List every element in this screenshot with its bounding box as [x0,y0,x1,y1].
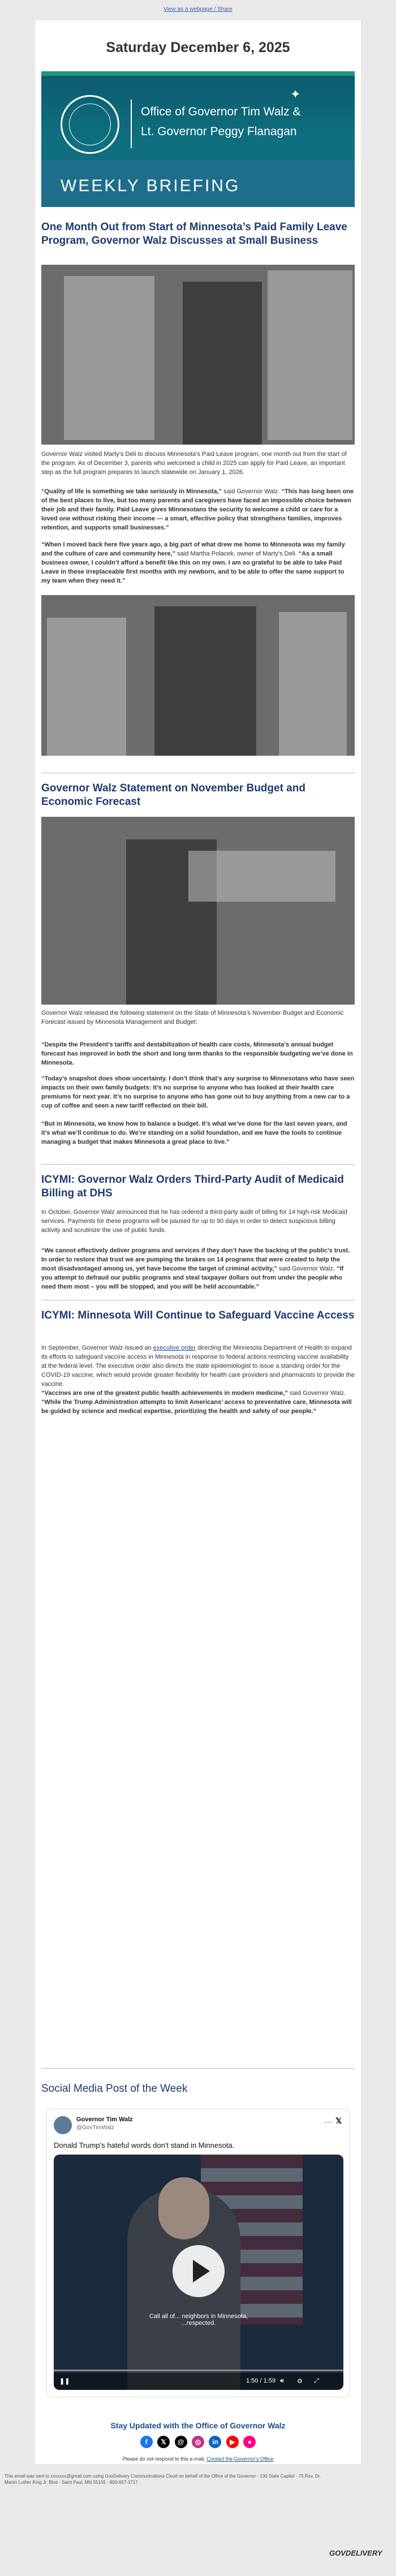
volume-icon[interactable]: 🔊︎ [280,2377,284,2384]
play-icon [193,2260,210,2282]
post-author-handle[interactable]: @GovTimWalz [76,2125,114,2131]
article4-quote-rest: “While the Trump Administration attempts to limit Americans’ access to preventative care, Minnesota will be guided by science and medical expertise, prioritizing the health and safety of our people.” [41,1398,352,1415]
fullscreen-icon[interactable]: ⤢ [314,2377,319,2384]
youtube-icon[interactable]: ▶ [226,2436,239,2448]
article1-quote1-said: said Governor Walz. [222,488,282,495]
article1-quote2 [41,541,355,586]
header-banner [41,71,355,207]
state-seal-icon [61,95,119,154]
view-as-webpage-link[interactable]: View as a webpage / Share [163,6,233,12]
contact-governor-link[interactable]: Contact the Governor's Office [206,2456,274,2462]
weekly-briefing-label: WEEKLY BRIEFING [61,176,240,195]
newsletter-card [35,20,361,2464]
article3-quote-rest: “If you attempt to defraud our public programs and steal taxpayer dollars out from under the people who need them most – you will be stopped, and you will be held accountable.” [41,1265,344,1290]
pause-icon[interactable]: ❚❚ [59,2378,70,2385]
article1-quote1-rest: “This has long been one of the best places to live, but too many parents and caregivers have faced an impossible choice between their job and their family. Paid Leave gives Minnesotans the security to welcome a child or care for a loved one without risking their income — a smart, effective policy that strengthens families, improves retention, and supports small businesses.” [41,488,354,531]
section-divider [41,2068,355,2069]
banner-title-line1: Office of Governor Tim Walz & [141,105,301,118]
article4-quote-said: said Governor Walz. [287,1390,346,1397]
play-button[interactable] [173,2245,225,2297]
section-divider [41,1164,355,1165]
article4-quote [41,1389,355,1416]
article4-intro-before: In September, Governor Walz issued an [41,1345,153,1351]
banner-title-line2: Lt. Governor Peggy Flanagan [141,125,297,138]
article2-quote1-text: “Despite the President’s tariffs and destabilization of health care costs, Minnesota’s annual budget forecast has improved in both the short and long term thanks to the responsible budgeting we’ve done in Minnesota. [41,1041,353,1066]
contact-line [35,2456,361,2462]
article1-quote2-said: said Martha Polacek, owner of Marty’s Deli. [175,550,299,557]
article4-intro-after: directing the Minnesota Department of Health to expand its efforts to safeguard vaccine access in Minnesota in response to federal actions restricting vaccine availability at the federal level. The executive order also directs the state epidemiologist to issue a standing order for the COVID-19 vaccine, which would provide greater flexibility for health care providers and pharmacists to provide the vaccine. [41,1345,355,1388]
banner-stripe [41,71,355,76]
x-icon[interactable]: 𝕏 [157,2436,170,2448]
threads-icon[interactable]: @ [175,2436,187,2448]
contact-prefix: Please do not respond to this e-mail. [122,2456,207,2462]
issue-date: Saturday December 6, 2025 [106,40,290,55]
article1-quote2-bold: “When I moved back here five years ago, a big part of what drew me home to Minnesota was my family and the culture of care and community here,” [41,541,345,557]
post-author-name[interactable]: Governor Tim Walz [76,2116,133,2123]
embedded-post[interactable] [46,2109,350,2397]
social-media-title: Social Media Post of the Week [41,2083,188,2095]
flickr-icon[interactable]: ● [243,2436,256,2448]
article1-quote1-bold: “Quality of life is something we take seriously in Minnesota,” [41,488,222,495]
x-logo-icon[interactable]: 𝕏 [335,2116,342,2125]
article3-quote-said: said Governor Walz. [277,1265,337,1272]
video-caption-line2: ...respected. [181,2320,216,2327]
banner-divider [131,100,132,148]
weekly-briefing-band [41,161,355,207]
photo-budget [41,817,355,1005]
video-caption-line1: Call all of... neighbors in Minnesota, [149,2313,248,2320]
executive-order-link[interactable]: executive order [153,1345,196,1351]
article2-intro: Governor Walz released the following statement on the State of Minnesota’s November Budget and Economic Forecast issued by Minnesota Management and Budget: [41,1010,344,1026]
social-icons [35,2436,361,2453]
settings-icon[interactable]: ⚙︎ [297,2378,303,2385]
article1-quote1 [41,488,355,533]
article2-quote2 [41,1075,355,1111]
legal-notice: This email was sent to xxxxxxx@gmail.com using GovDelivery Communications Cloud on behalf of the Office of the Governor · 130 State Capitol · 75 Rev. Dr. Martin Luther King Jr. Blvd · Saint Paul, MN 55155 · 800-657-3717 [5,2474,321,2485]
article4-quote-bold: “Vaccines are one of the greatest public health achievements in modern medicine,” [41,1390,288,1397]
article-title-vaccine: ICYMI: Minnesota Will Continue to Safeguard Vaccine Access [41,1309,355,1321]
video-controls [54,2373,343,2390]
avatar [54,2116,72,2134]
video-progress-bar[interactable] [54,2370,343,2371]
linkedin-icon[interactable]: in [209,2436,221,2448]
video-subject-head [158,2177,209,2239]
post-video[interactable] [54,2155,343,2390]
article-title-budget: Governor Walz Statement on November Budget and Economic Forecast [41,782,305,808]
article2-quote3 [41,1120,355,1147]
post-text: Donald Trump's hateful words don't stand in Minnesota. [54,2141,235,2149]
article1-intro: Governor Walz visited Marty’s Deli to discuss Minnesota’s Paid Leave program, one month out from the start of the program. As of December 3, parents who welcomed a child in 2025 can apply for Paid Leave, an important step as the full program prepares to launch statewide on January 1, 2026. [41,451,347,476]
article2-quote2-text: “Today’s snapshot does show uncertainty. I don’t think that’s any surprise to Minnesotans who have seen impacts on their own family budgets: It’s no surprise to anyone who has looked at their health care premiums for next year. It’s no surprise to anyone who has gone out to buy anything from a new car to a cup of coffee and seen a new tariff reflected on their bill. [41,1075,355,1109]
article-title-paid-leave: One Month Out from Start of Minnesota’s Paid Family Leave Program, Governor Walz Discusses at Small Business [41,221,347,247]
article3-quote-bold: “We cannot effectively deliver programs and services if they don’t have the backing of the public’s trust. In order to restore that trust we are pumping the brakes on 14 programs that were created to help the most disadvantaged among us, yet have become the target of criminal activity,” [41,1247,350,1272]
video-caption [54,2313,343,2327]
article2-quote3-text: “But in Minnesota, we know how to balance a budget. It’s what we’ve done for the last seven years, and it’s what we’ll continue to do. We’re standing on a solid foundation, and we have the tools to continue managing a budget that makes Minnesota a great place to live.” [41,1121,347,1145]
footer-heading: Stay Updated with the Office of Governor Walz [110,2421,286,2430]
photo-paid-leave-1 [41,265,355,445]
article-title-medicaid-audit: ICYMI: Governor Walz Orders Third-Party Audit of Medicaid Billing at DHS [41,1174,344,1199]
govdelivery-logo: GOVDELIVERY [329,2549,382,2557]
more-options-icon[interactable]: ⋯ [324,2117,332,2126]
photo-paid-leave-2 [41,595,355,756]
article1-quote2-rest: “As a small business owner, I couldn’t afford a benefit like this on my own. I am so grateful to be able to take Paid Leave in these irreplaceable first months with my newborn, and to be able to offer the same support to my team when they need it.” [41,550,345,584]
article2-quote1 [41,1041,355,1068]
video-time: 1:50 / 1:59 [246,2377,276,2384]
instagram-icon[interactable]: ◎ [192,2436,204,2448]
article3-quote [41,1247,355,1292]
article4-intro [41,1344,355,1389]
article3-intro: In October, Governor Walz announced that he has ordered a third-party audit of billing for 14 high-risk Medicaid services. Payments for these programs will be paused for up to 90 days in order to detect suspicious billing activity and scrutinize the use of public funds. [41,1209,347,1234]
star-icon: ✦ [290,87,301,101]
top-bar [0,0,396,20]
facebook-icon[interactable]: f [140,2436,153,2448]
